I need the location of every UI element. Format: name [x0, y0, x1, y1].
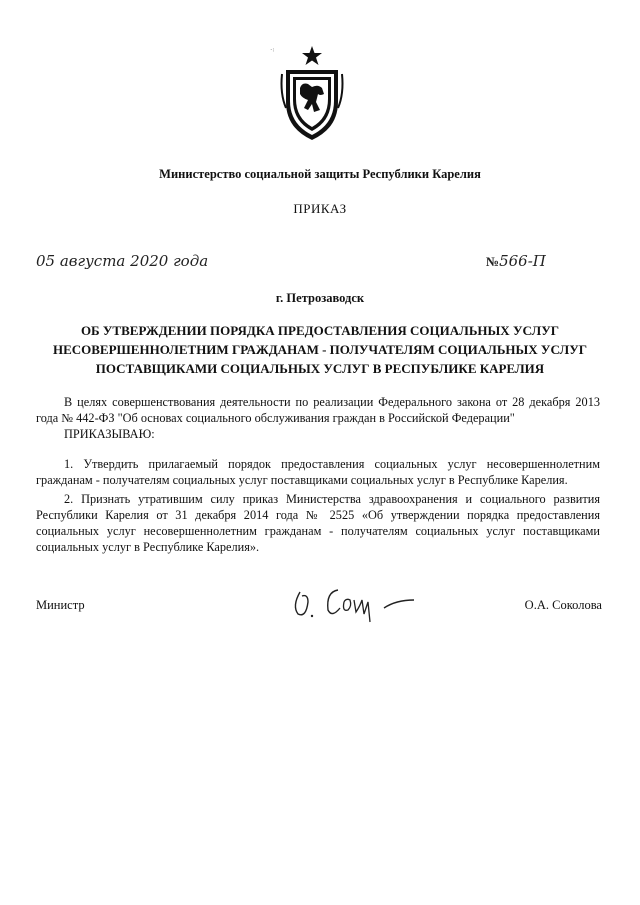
document-type: ПРИКАЗ [293, 201, 347, 216]
number-sign: № [486, 254, 500, 269]
signatory-position: Министр [36, 598, 85, 612]
document-date: 05 августа 2020 года [36, 252, 209, 270]
order-word: ПРИКАЗЫВАЮ: [64, 427, 155, 441]
document-title: ОБ УТВЕРЖДЕНИИ ПОРЯДКА ПРЕДОСТАВЛЕНИЯ СОЦИАЛЬНЫХ УСЛУГ НЕСОВЕРШЕННОЛЕТНИМ ГРАЖДАНАМ - ПОЛУЧАТЕЛЯМ СОЦИАЛЬНЫХ УСЛУГ ПОСТАВЩИКАМИ СОЦИАЛЬНЫХ УСЛУГ В РЕСПУБЛИКЕ КАРЕЛИЯ [52, 323, 588, 376]
number-value: 566-П [499, 252, 546, 270]
order-item-2: 2. Признать утратившим силу приказ Министерства здравоохранения и социального развития Республики Карелия от 31 декабря 2014 года № 2525 «Об утверждении порядка предоставления социальных услуг несовершеннолетним гражданам - получателям социальных услуг поставщиками социальных услуг в Республике Карелия». [36, 492, 600, 554]
scan-mark: ·꞉ [270, 46, 275, 54]
preamble-paragraph: В целях совершенствования деятельности по реализации Федерального закона от 28 декабря 2013 года № 442-ФЗ "Об основах социального обслуживания граждан в Российской Федерации" [36, 395, 600, 425]
ministry-name: Министерство социальной защиты Республики Карелия [159, 167, 481, 181]
signatory-name: О.А. Соколова [524, 598, 602, 612]
document-number [486, 252, 546, 270]
city: г. Петрозаводск [275, 291, 365, 305]
karelia-emblem-icon [278, 44, 346, 144]
order-item-1: 1. Утвердить прилагаемый порядок предоставления социальных услуг несовершеннолетним гражданам - получателям социальных услуг поставщиками социальных услуг в Республике Карелия. [36, 457, 600, 487]
handwritten-signature [286, 572, 418, 632]
